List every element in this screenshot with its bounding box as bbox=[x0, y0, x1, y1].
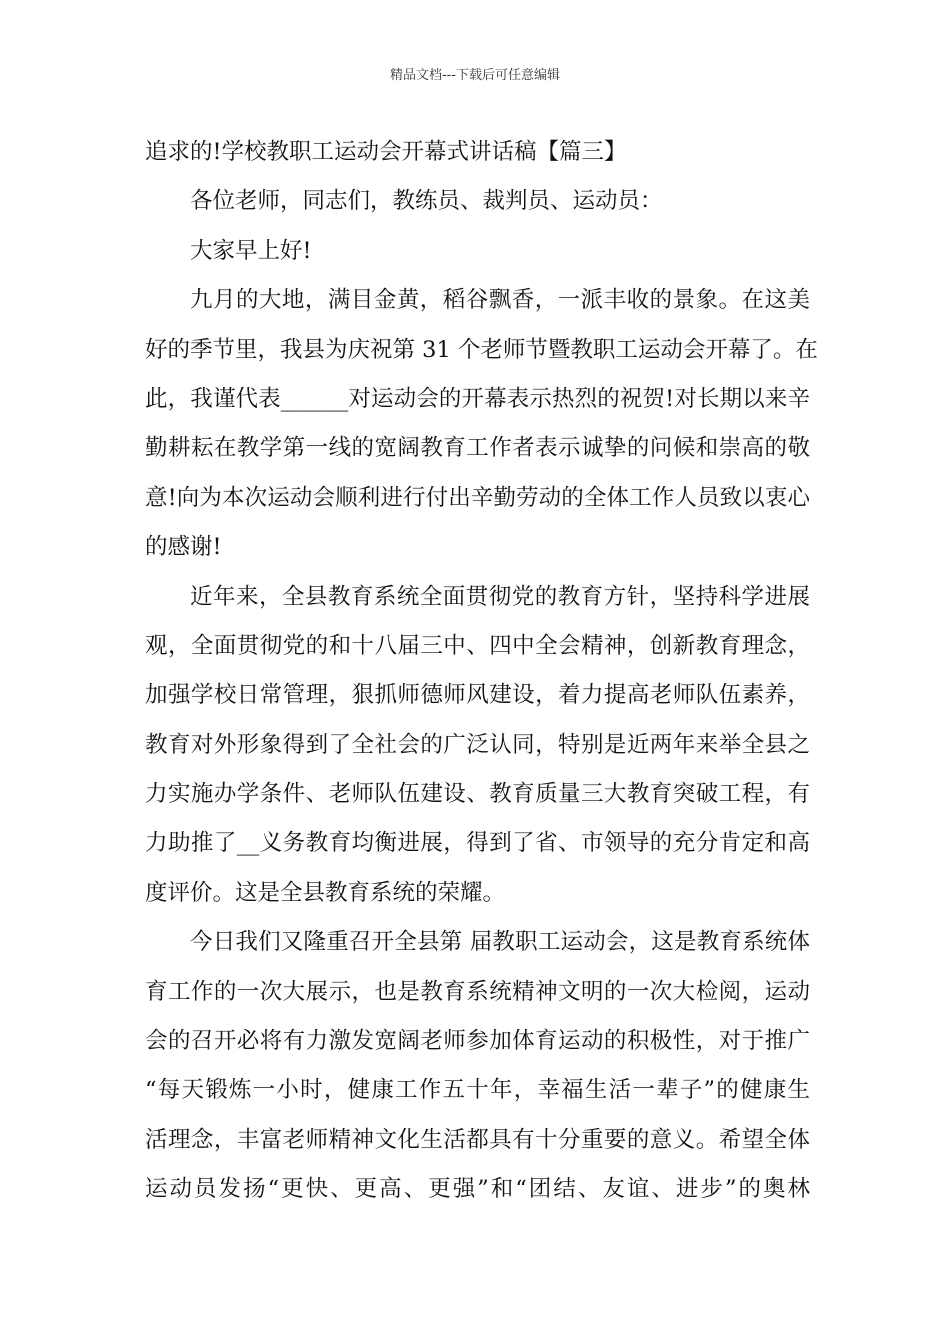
text-line: 九月的大地，满目金黄，稻谷飘香，一派丰收的景象。在这美 bbox=[190, 287, 810, 314]
text-line: 勤耕耘在教学第一线的宽阔教育工作者表示诚挚的问候和崇高的敬 bbox=[145, 435, 810, 462]
text-line: 大家早上好! bbox=[190, 237, 312, 264]
document-title: 追求的!学校教职工运动会开幕式讲话稿【篇三】 bbox=[145, 139, 627, 165]
text-line: 育工作的一次大展示，也是教育系统精神文明的一次大检阅，运动 bbox=[145, 978, 810, 1005]
text-line: 教育对外形象得到了全社会的广泛认同，特别是近两年来举全县之 bbox=[145, 731, 810, 758]
document-body bbox=[145, 128, 818, 1215]
text-line: 各位老师，同志们，教练员、裁判员、运动员： bbox=[190, 188, 663, 215]
text-line: 此，我谨代表______对运动会的开幕表示热烈的祝贺!对长期以来辛 bbox=[145, 385, 810, 412]
text-line: 的感谢! bbox=[145, 534, 222, 561]
text-line: 今日我们又隆重召开全县第 届教职工运动会，这是教育系统体 bbox=[190, 929, 810, 956]
text-line: 观，全面贯彻党的和十八届三中、四中全会精神，创新教育理念， bbox=[145, 632, 810, 659]
text-line: 力助推了__义务教育均衡进展，得到了省、市领导的充分肯定和高 bbox=[145, 830, 810, 857]
text-line: 运动员发扬“更快、更高、更强”和“团结、友谊、进步”的奥林 bbox=[145, 1176, 810, 1203]
text-line: 加强学校日常管理，狠抓师德师风建设，着力提高老师队伍素养， bbox=[145, 682, 810, 709]
text-line: 会的召开必将有力激发宽阔老师参加体育运动的积极性，对于推广 bbox=[145, 1028, 810, 1055]
text-line: 好的季节里，我县为庆祝第 31 个老师节暨教职工运动会开幕了。在 bbox=[145, 336, 818, 363]
text-line: 力实施办学条件、老师队伍建设、教育质量三大教育突破工程，有 bbox=[145, 781, 810, 808]
text-line: “每天锻炼一小时，健康工作五十年，幸福生活一辈子”的健康生 bbox=[145, 1077, 810, 1104]
text-line: 活理念，丰富老师精神文化生活都具有十分重要的意义。希望全体 bbox=[145, 1126, 810, 1153]
text-line: 近年来，全县教育系统全面贯彻党的教育方针，坚持科学进展 bbox=[190, 583, 810, 610]
text-line: 度评价。这是全县教育系统的荣耀。 bbox=[145, 879, 506, 906]
page-header: 精品文档---下载后可任意编辑 bbox=[389, 68, 561, 83]
text-line: 意!向为本次运动会顺利进行付出辛勤劳动的全体工作人员致以衷心 bbox=[145, 484, 810, 511]
